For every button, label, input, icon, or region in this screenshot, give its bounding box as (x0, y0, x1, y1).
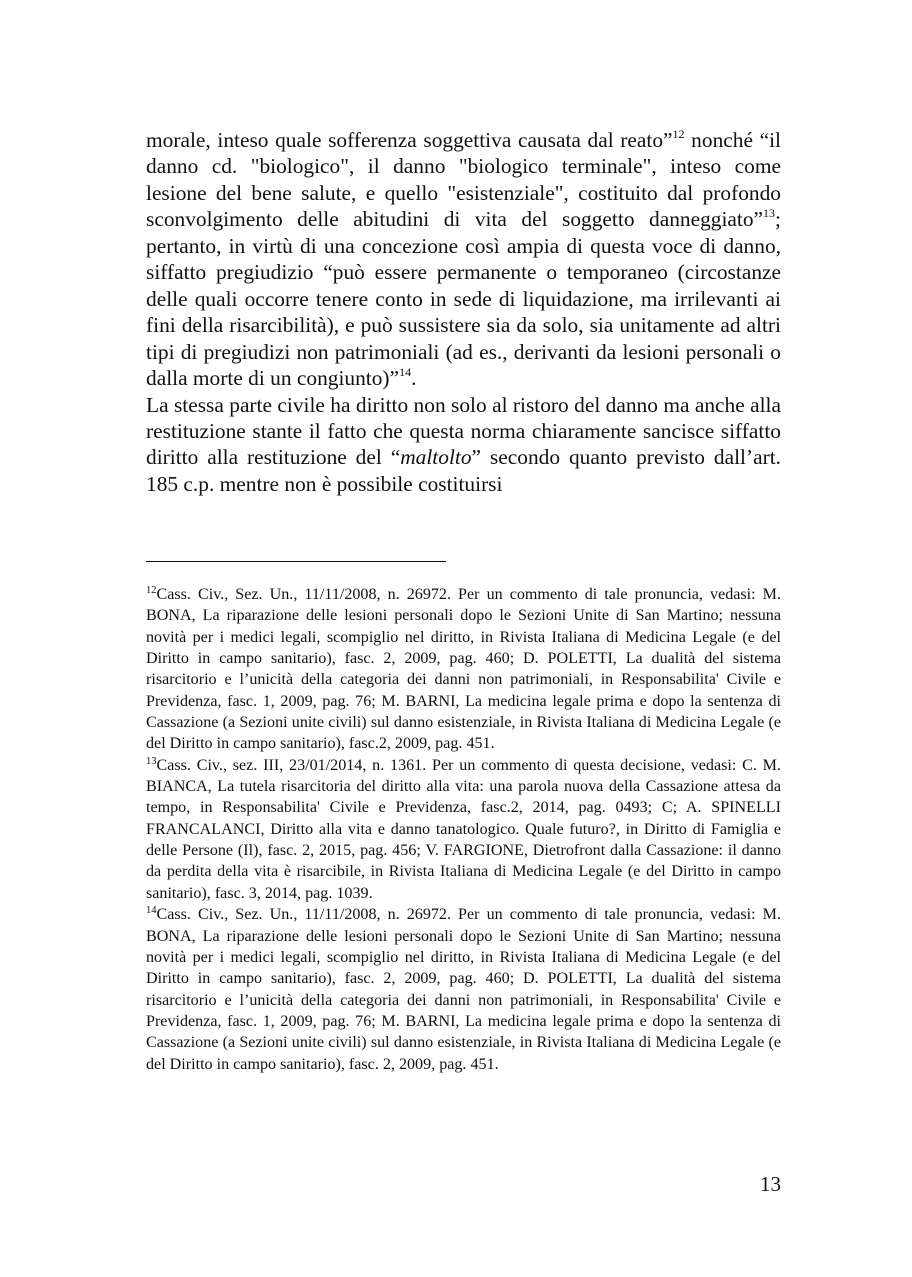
paragraph-2-italic-term: maltolto (400, 445, 472, 470)
footnote-number: 13 (146, 755, 157, 767)
footnote-text: Cass. Civ., Sez. Un., 11/11/2008, n. 26972. Per un commento di tale pronuncia, vedasi: M. BONA, La riparazione delle lesioni personali dopo le Sezioni Unite di San Martino; nessuna novità per i medici legali, scompiglio nel diritto, in Rivista Italiana di Medicina Legale (e del Diritto in campo sanitario), fasc. 2, 2009, pag. 460; D. POLETTI, La dualità del sistema risarcitorio e l’unicità della categoria dei danni non patrimoniali, in Responsabilita' Civile e Previdenza, fasc. 1, 2009, pag. 76; M. BARNI, La medicina legale prima e dopo la sentenza di Cassazione (a Sezioni unite civili) sul danno esistenziale, in Rivista Italiana di Medicina Legale (e del Diritto in campo sanitario), fasc. 2, 2009, pag. 451. (146, 906, 781, 1073)
footnote-number: 12 (146, 585, 157, 596)
footnote-ref-14[interactable]: 14 (399, 365, 412, 380)
footnote-ref-12[interactable]: 12 (672, 127, 685, 141)
paragraph-2-text-b: ” secondo quanto previsto dall’art. 185 c.p. mentre non è possibile costituirsi (146, 445, 781, 496)
footnote-13 (146, 755, 781, 904)
footnote-number: 14 (146, 905, 157, 917)
footnote-12 (146, 584, 781, 755)
footnote-14 (146, 904, 781, 1075)
footnote-ref-13[interactable]: 13 (763, 206, 776, 221)
paragraph-1-text-c: ; pertanto, in virtù di una concezione così ampia di questa voce di danno, siffatto pregiudizio “può essere permanente o temporaneo (circostanze delle quali occorre tenere conto in sede di liquidazione, ma irrilevanti ai fini della risarcibilità), e può sussistere sia da solo, sia unitamente ad altri tipi di pregiudizi non patrimoniali (ad es., derivanti da lesioni personali o dalla morte di un congiunto)” (146, 207, 781, 391)
footnote-text: Cass. Civ., Sez. Un., 11/11/2008, n. 26972. Per un commento di tale pronuncia, vedasi: M. BONA, La riparazione delle lesioni personali dopo le Sezioni Unite di San Martino; nessuna novità per i medici legali, scompiglio nel diritto, in Rivista Italiana di Medicina Legale (e del Diritto in campo sanitario), fasc. 2, 2009, pag. 460; D. POLETTI, La dualità del sistema risarcitorio e l’unicità della categoria dei danni non patrimoniali, in Responsabilita' Civile e Previdenza, fasc. 1, 2009, pag. 76; M. BARNI, La medicina legale prima e dopo la sentenza di Cassazione (a Sezioni unite civili) sul danno esistenziale, in Rivista Italiana di Medicina Legale (e del Diritto in campo sanitario), fasc.2, 2009, pag. 451. (146, 586, 781, 753)
footnote-separator (146, 561, 446, 562)
main-text (146, 127, 781, 497)
paragraph-1-text-b: nonché “il danno cd. "biologico", il danno "biologico terminale", inteso come lesione del bene salute, e quello "esistenziale", costituito dal profondo sconvolgimento delle abitudini di vita del soggetto danneggiato” (146, 128, 781, 232)
paragraph-2-text-a: La stessa parte civile ha diritto non solo al ristoro del danno ma anche alla restituzione stante il fatto che questa norma chiaramente sancisce siffatto diritto alla restituzione del “ (146, 392, 781, 470)
paragraph-1-text-a: morale, inteso quale sofferenza soggettiva causata dal reato” (146, 128, 673, 152)
paragraph-2 (146, 392, 781, 498)
paragraph-1-text-d: . (411, 366, 417, 391)
paragraph-1 (146, 127, 781, 392)
page-number: 13 (760, 1172, 781, 1196)
footnotes (146, 584, 781, 1075)
footnote-text: Cass. Civ., sez. III, 23/01/2014, n. 1361. Per un commento di questa decisione, vedasi: C. M. BIANCA, La tutela risarcitoria del diritto alla vita: una parola nuova della Cassazione attesa da tempo, in Responsabilita' Civile e Previdenza, fasc.2, 2014, pag. 0493; C; A. SPINELLI FRANCALANCI, Diritto alla vita e danno tanatologico. Quale futuro?, in Diritto di Famiglia e delle Persone (Il), fasc. 2, 2015, pag. 456; V. FARGIONE, Dietrofront dalla Cassazione: il danno da perdita della vita è risarcibile, in Rivista Italiana di Medicina Legale (e del Diritto in campo sanitario), fasc. 3, 2014, pag. 1039. (146, 756, 781, 902)
